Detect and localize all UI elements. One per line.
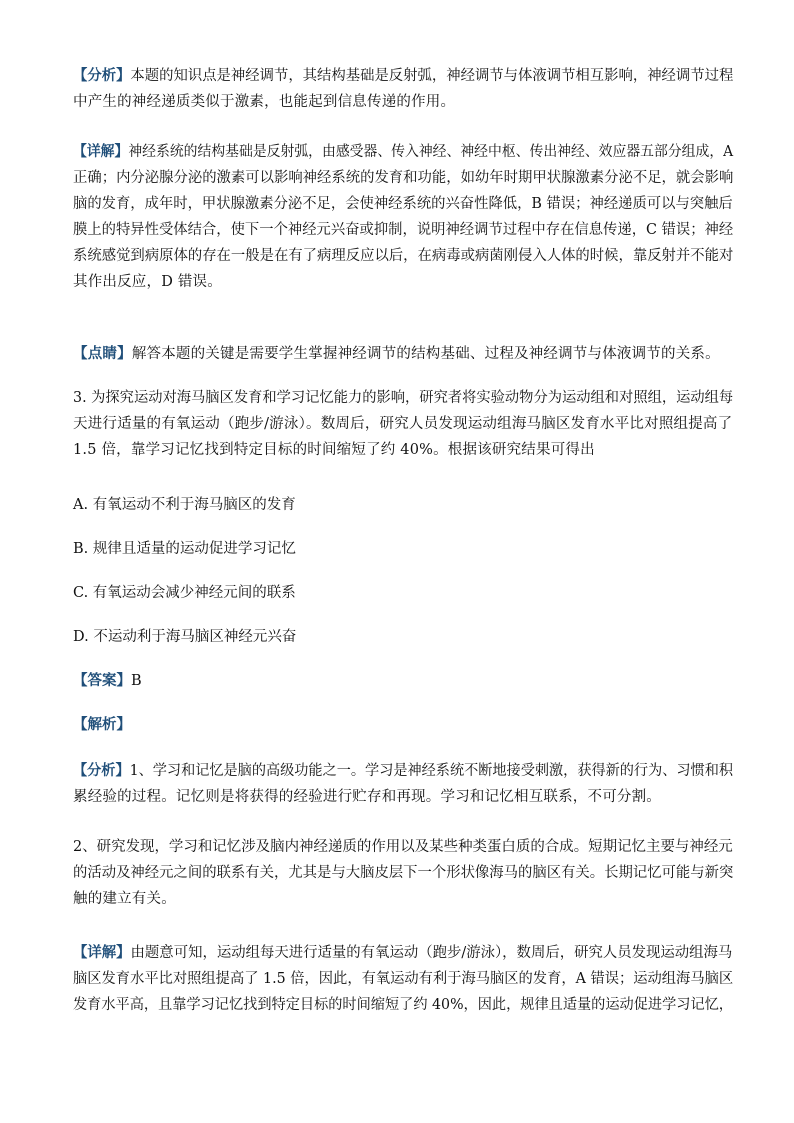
text-line: 脑的发育，成年时，甲状腺激素分泌不足，会使神经系统的兴奋性降低，B 错误；神经递质可以与突触后 <box>73 196 733 212</box>
solution-tag: 【解析】 <box>73 716 131 733</box>
text-line: 【详解】神经系统的结构基础是反射弧，由感受器、传入神经、神经中枢、传出神经、效应器五部分组成，A <box>73 143 734 160</box>
analysis-tag: 【分析】 <box>73 67 131 84</box>
text-line: 脑区发育水平比对照组提高了 1.5 倍，因此，有氧运动有利于海马脑区的发育，A 错误；运动组海马脑区 <box>73 971 734 987</box>
text-line: 3. 为探究运动对海马脑区发育和学习记忆能力的影响，研究者将实验动物分为运动组和对照组，运动组每 <box>73 390 734 406</box>
option-c: C. 有氧运动会减少神经元间的联系 <box>73 585 296 601</box>
text-line: 累经验的过程。记忆则是将获得的经验进行贮存和再现。学习和记忆相互联系，不可分割。 <box>73 789 661 805</box>
analysis-tag: 【分析】 <box>73 762 130 779</box>
text-line: 【分析】1、学习和记忆是脑的高级功能之一。学习是神经系统不断地接受刺激，获得新的行为、习惯和积 <box>73 762 734 779</box>
text-line: 【分析】本题的知识点是神经调节，其结构基础是反射弧，神经调节与体液调节相互影响，神经调节过程 <box>73 67 734 84</box>
text-line: 天进行适量的有氧运动（跑步/游泳）。数周后，研究人员发现运动组海马脑区发育水平比对照组提高了 <box>73 416 733 432</box>
text-line: 其作出反应，D 错误。 <box>73 274 222 290</box>
text-line: 发育水平高，且靠学习记忆找到特定目标的时间缩短了约 40%，因此，规律且适量的运动促进学习记忆， <box>73 997 733 1013</box>
detail-paragraph-2 <box>73 940 733 1018</box>
text-line: 中产生的神经递质类似于激素，也能起到信息传递的作用。 <box>73 94 456 110</box>
text-line: 1.5 倍，靠学习记忆找到特定目标的时间缩短了约 40%。根据该研究结果可得出 <box>73 442 595 458</box>
option-b: B. 规律且适量的运动促进学习记忆 <box>73 541 296 557</box>
text-line: 正确；内分泌腺分泌的激素可以影响神经系统的发育和功能，如幼年时期甲状腺激素分泌不足，就会影响 <box>73 170 734 186</box>
answer-tag: 【答案】 <box>73 672 131 689</box>
text-line: 【点睛】解答本题的关键是需要学生掌握神经调节的结构基础、过程及神经调节与体液调节的关系。 <box>73 345 720 362</box>
text-line: 触的建立有关。 <box>73 891 176 907</box>
text-line: 系统感觉到病原体的存在一般是在有了病理反应以后，在病毒或病菌刚侵入人体的时候，靠反射并不能对 <box>73 248 734 264</box>
text-line: 膜上的特异性受体结合，使下一个神经元兴奋或抑制，说明神经调节过程中存在信息传递，C 错误；神经 <box>73 222 734 238</box>
answer-value: B <box>131 673 142 689</box>
analysis-paragraph-3 <box>73 834 733 912</box>
solution-heading <box>73 712 131 738</box>
analysis-paragraph-1 <box>73 63 733 115</box>
option-a: A. 有氧运动不利于海马脑区的发育 <box>73 497 296 513</box>
question-3-stem <box>73 385 733 463</box>
key-point-paragraph <box>73 341 733 367</box>
text-line: 【详解】由题意可知，运动组每天进行适量的有氧运动（跑步/游泳），数周后，研究人员发现运动组海马 <box>73 944 733 961</box>
detail-tag: 【详解】 <box>73 944 131 961</box>
analysis-paragraph-2 <box>73 758 733 810</box>
text-line: 2、研究发现，学习和记忆涉及脑内神经递质的作用以及某些种类蛋白质的合成。短期记忆主要与神经元 <box>73 839 733 855</box>
answer-line <box>73 668 142 694</box>
detail-paragraph-1 <box>73 139 733 295</box>
option-d: D. 不运动利于海马脑区神经元兴奋 <box>73 629 297 645</box>
key-point-tag: 【点睛】 <box>73 345 132 362</box>
detail-tag: 【详解】 <box>73 143 129 160</box>
text-line: 的活动及神经元之间的联系有关，尤其是与大脑皮层下一个形状像海马的脑区有关。长期记忆可能与新突 <box>73 865 734 881</box>
